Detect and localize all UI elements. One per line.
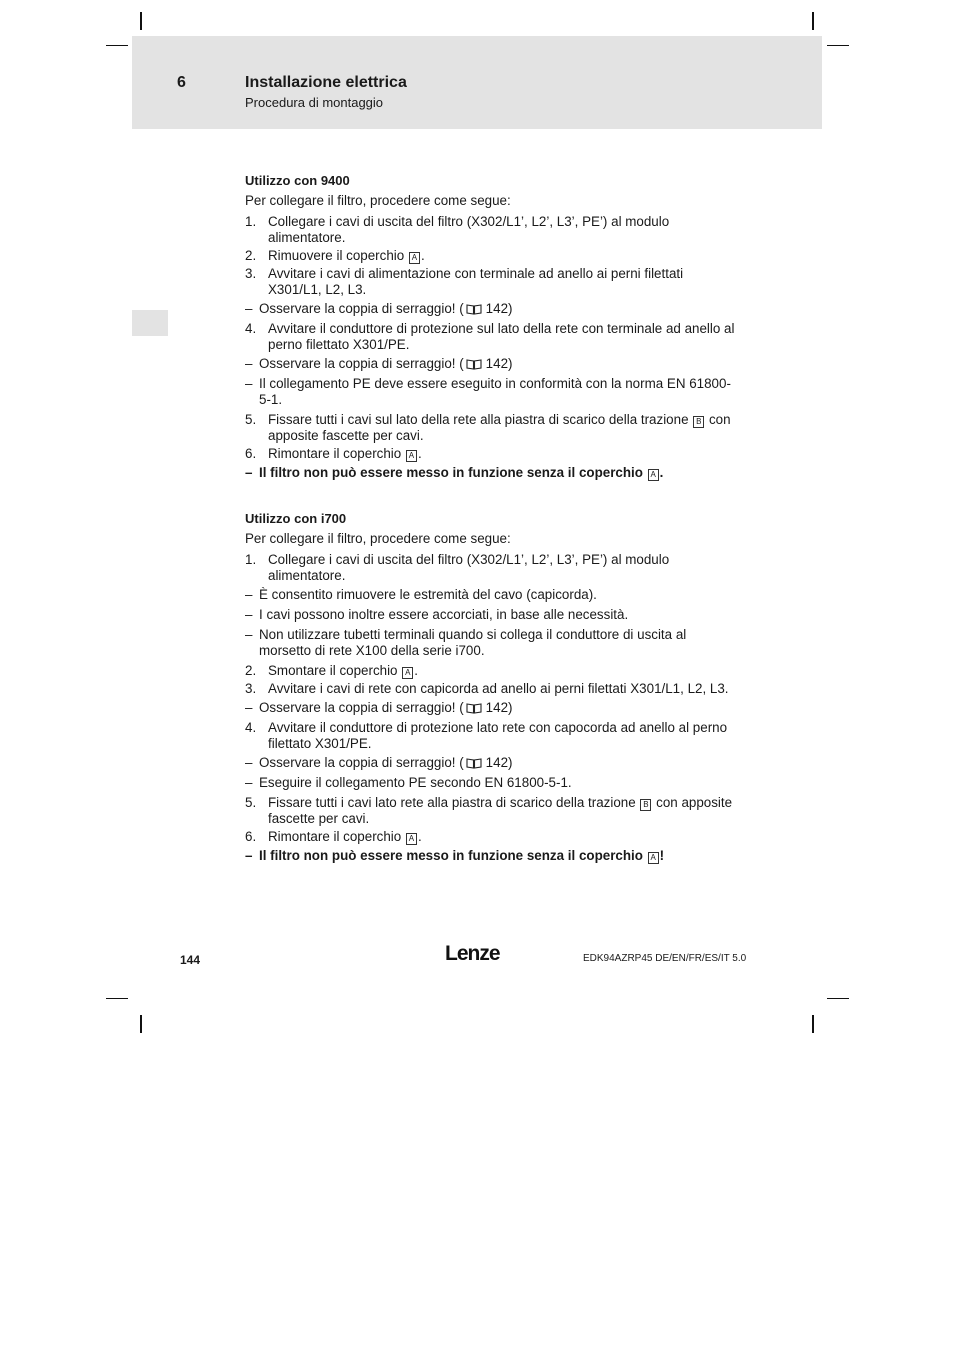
dash-bullet: –: [245, 465, 253, 480]
sub-item: [245, 607, 735, 623]
step-text: Avvitare il conduttore di protezione sul lato della rete con terminale ad anello al perno filettato X301/PE.: [268, 321, 735, 352]
list-item: [245, 446, 735, 462]
part-label-box: A: [402, 667, 413, 679]
part-label-box: B: [640, 799, 651, 811]
part-label-box: A: [648, 469, 659, 481]
sub-item: [245, 848, 735, 864]
dash-bullet: –: [245, 587, 253, 602]
page-number: 144: [180, 953, 201, 967]
procedure-section: [245, 511, 735, 864]
step-text: Rimuovere il coperchio: [268, 248, 405, 263]
sub-item: [245, 627, 735, 659]
part-label-box: B: [693, 416, 704, 428]
list-item: [245, 663, 735, 679]
sub-item-text: Osservare la coppia di serraggio! (: [259, 700, 464, 715]
dash-bullet: –: [245, 627, 253, 642]
chapter-number: 6: [177, 74, 186, 91]
step-text: Collegare i cavi di uscita del filtro (X302/L1’, L2’, L3’, PE’) al modulo alimentatore.: [268, 214, 670, 245]
sub-item-text: I cavi possono inoltre essere accorciati, in base alle necessità.: [259, 607, 629, 622]
crop-mark: [106, 998, 128, 999]
sub-item-end: .: [659, 465, 664, 480]
sub-item-text: Osservare la coppia di serraggio! (: [259, 301, 464, 316]
step-text: Smontare il coperchio: [268, 663, 398, 678]
step-text-after: .: [417, 829, 422, 844]
chapter-title: Installazione elettrica: [245, 74, 407, 91]
section-heading: Utilizzo con 9400: [245, 173, 350, 188]
dash-bullet: –: [245, 356, 253, 371]
part-label-box: A: [648, 852, 659, 864]
step-number: 4.: [245, 321, 257, 336]
sub-item: [245, 587, 735, 603]
step-number: 6.: [245, 829, 257, 844]
sub-item: [245, 376, 735, 408]
sub-item-text: Osservare la coppia di serraggio! (: [259, 356, 464, 371]
crop-mark: [812, 1015, 814, 1033]
document-id: EDK94AZRP45 DE/EN/FR/ES/IT 5.0: [583, 953, 747, 964]
step-number: 5.: [245, 795, 257, 810]
list-item: [245, 412, 735, 444]
page-reference: 142: [485, 301, 509, 316]
sub-item-text: Il filtro non può essere messo in funzione senza il coperchio: [259, 848, 643, 863]
step-text: Fissare tutti i cavi lato rete alla piastra di scarico della trazione: [268, 795, 636, 810]
sub-item-text: Non utilizzare tubetti terminali quando si collega il conduttore di uscita al morsetto di rete X100 della serie i700.: [259, 627, 687, 658]
step-text: Rimontare il coperchio: [268, 829, 402, 844]
sub-item: [245, 755, 735, 771]
lenze-logo: Lenze: [445, 942, 500, 965]
step-text: Avvitare i cavi di alimentazione con terminale ad anello ai perni filettati X301/L1, L2, L3.: [268, 266, 684, 297]
step-text: Rimontare il coperchio: [268, 446, 402, 461]
sub-item: [245, 465, 735, 481]
step-number: 1.: [245, 214, 257, 229]
crop-mark: [106, 45, 128, 46]
sub-item: [245, 700, 735, 716]
dash-bullet: –: [245, 376, 253, 391]
step-text-after: con apposite fascette per cavi.: [268, 412, 731, 443]
sub-item-end: ): [508, 700, 513, 715]
sub-item: [245, 775, 735, 791]
dash-bullet: –: [245, 775, 253, 790]
dash-bullet: –: [245, 301, 253, 316]
step-text: Avvitare i cavi di rete con capicorda ad anello ai perni filettati X301/L1, L2, L3.: [268, 681, 729, 696]
step-number: 4.: [245, 720, 257, 735]
list-item: [245, 552, 735, 584]
dash-bullet: –: [245, 848, 253, 863]
step-number: 2.: [245, 248, 257, 263]
list-item: [245, 795, 735, 827]
step-number: 2.: [245, 663, 257, 678]
book-reference-icon: [466, 702, 482, 714]
step-text: Fissare tutti i cavi sul lato della rete alla piastra di scarico della trazione: [268, 412, 689, 427]
sub-item-text: Osservare la coppia di serraggio! (: [259, 755, 464, 770]
book-reference-icon: [466, 303, 482, 315]
sub-item-end: ): [508, 301, 513, 316]
step-text: Collegare i cavi di uscita del filtro (X302/L1’, L2’, L3’, PE’) al modulo alimentatore.: [268, 552, 670, 583]
step-number: 6.: [245, 446, 257, 461]
chapter-side-tab: [132, 310, 168, 336]
step-text: Avvitare il conduttore di protezione lato rete con capocorda ad anello al perno filettato X301/PE.: [268, 720, 728, 751]
part-label-box: A: [406, 833, 417, 845]
list-item: [245, 248, 735, 264]
crop-mark: [812, 12, 814, 30]
list-item: [245, 214, 735, 246]
page-content: [245, 173, 735, 868]
crop-mark: [140, 1015, 142, 1033]
sub-item-text: Il collegamento PE deve essere eseguito in conformità con la norma EN 61800-5-1.: [259, 376, 731, 407]
step-number: 3.: [245, 681, 257, 696]
step-text-after: .: [414, 663, 418, 678]
chapter-subtitle: Procedura di montaggio: [245, 95, 384, 110]
procedure-section: [245, 173, 735, 481]
page-reference: 142: [485, 755, 509, 770]
part-label-box: A: [406, 450, 417, 462]
step-text-after: con apposite fascette per cavi.: [268, 795, 733, 826]
dash-bullet: –: [245, 700, 253, 715]
step-number: 5.: [245, 412, 257, 427]
section-intro: Per collegare il filtro, procedere come segue:: [245, 193, 511, 208]
list-item: [245, 681, 735, 697]
dash-bullet: –: [245, 755, 253, 770]
page-reference: 142: [485, 700, 509, 715]
book-reference-icon: [466, 757, 482, 769]
chapter-header: [132, 36, 822, 129]
part-label-box: A: [409, 252, 420, 264]
sub-item-end: ): [508, 755, 513, 770]
section-intro: Per collegare il filtro, procedere come segue:: [245, 531, 511, 546]
page-reference: 142: [485, 356, 509, 371]
book-reference-icon: [466, 358, 482, 370]
section-heading: Utilizzo con i700: [245, 511, 347, 526]
step-text-after: .: [417, 446, 422, 461]
crop-mark: [827, 45, 849, 46]
step-number: 1.: [245, 552, 257, 567]
step-text-after: .: [420, 248, 425, 263]
sub-item-end: !: [659, 848, 665, 863]
list-item: [245, 720, 735, 752]
crop-mark: [827, 998, 849, 999]
crop-mark: [140, 12, 142, 30]
list-item: [245, 321, 735, 353]
sub-item: [245, 356, 735, 372]
sub-item-text: Eseguire il collegamento PE secondo EN 61800-5-1.: [259, 775, 572, 790]
step-number: 3.: [245, 266, 257, 281]
sub-item-text: È consentito rimuovere le estremità del cavo (capicorda).: [259, 587, 597, 602]
sub-item-end: ): [508, 356, 513, 371]
sub-item-text: Il filtro non può essere messo in funzione senza il coperchio: [259, 465, 643, 480]
sub-item: [245, 301, 735, 317]
dash-bullet: –: [245, 607, 253, 622]
list-item: [245, 829, 735, 845]
list-item: [245, 266, 735, 298]
